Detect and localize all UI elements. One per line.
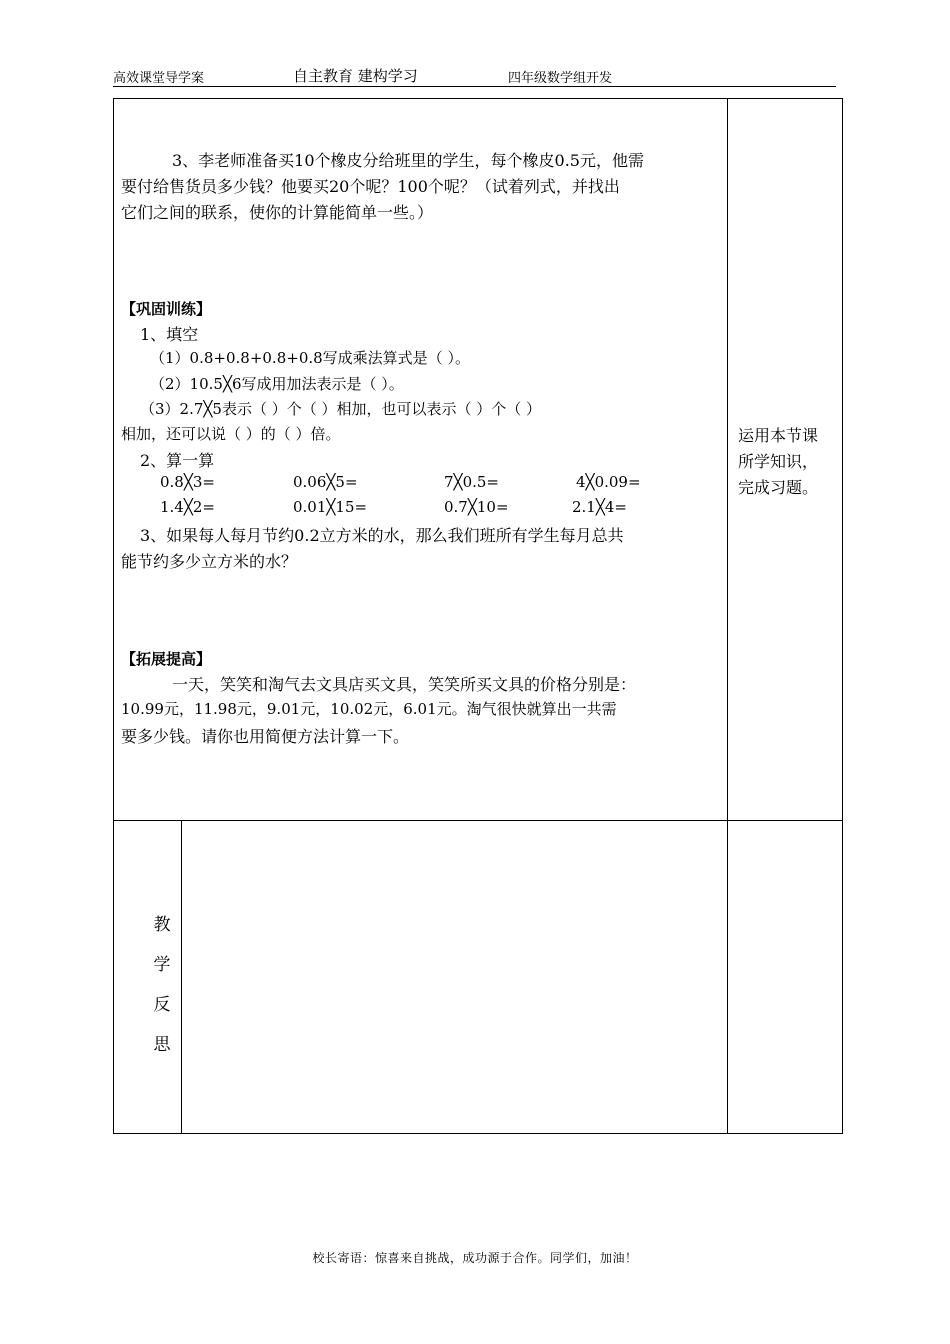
reflection-label-divider [181,820,182,1134]
calc-r1-c3: 7╳0.5= [444,473,499,491]
reflection-row-divider [113,820,843,821]
reflection-char-4: 思 [153,1035,171,1055]
header-left: 高效课堂导学案 [113,71,205,86]
extension-line3: 要多少钱。请你也用简便方法计算一下。 [121,727,410,746]
calc-r1-c4: 4╳0.09= [576,473,641,491]
calc-r2-c4: 2.1╳4= [572,498,627,516]
consolidation-title: 【巩固训练】 [121,300,212,318]
calc-title: 2、算一算 [140,451,215,470]
question3-line2: 能节约多少立方米的水？ [121,552,298,571]
problem3-line1: 3、李老师准备买10个橡皮分给班里的学生，每个橡皮0.5元，他需 [172,151,644,170]
side-note-line2: 所学知识， [738,452,819,471]
fill-title: 1、填空 [140,325,199,344]
calc-r2-c1: 1.4╳2= [160,498,215,516]
problem3-line3: 它们之间的联系，使你的计算能简单一些。） [121,203,434,222]
extension-line2: 10.99元，11.98元，9.01元，10.02元，6.01元。淘气很快就算出一共需 [121,700,617,718]
right-column-divider [727,98,728,1134]
problem3-line2: 要付给售货员多少钱？他要买20个呢？100个呢？（试着列式，并找出 [121,177,620,196]
fill-item-3b: 相加，还可以说（ ）的（ ）倍。 [121,425,341,443]
extension-line1: 一天，笑笑和淘气去文具店买文具，笑笑所买文具的价格分别是： [172,675,637,694]
fill-item-3a: （3）2.7╳5表示（ ）个（ ）相加，也可以表示（ ）个（ ） [140,400,542,418]
extension-title: 【拓展提高】 [121,650,212,668]
question3-line1: 3、如果每人每月节约0.2立方米的水，那么我们班所有学生每月总共 [140,526,624,545]
reflection-char-1: 教 [153,915,171,935]
worksheet-table [113,98,843,1134]
calc-r2-c2: 0.01╳15= [293,498,368,516]
fill-item-2: （2）10.5╳6写成用加法表示是（ ）。 [150,375,404,393]
header-middle: 自主教育 建构学习 [293,67,418,85]
fill-item-1: （1）0.8+0.8+0.8+0.8写成乘法算式是（ ）。 [150,349,470,367]
page-header [113,66,836,87]
reflection-char-2: 学 [153,955,171,975]
side-note [738,423,838,501]
side-note-line3: 完成习题。 [738,478,819,497]
calc-r1-c1: 0.8╳3= [160,473,215,491]
calc-r1-c2: 0.06╳5= [293,473,358,491]
calc-r2-c3: 0.7╳10= [444,498,509,516]
side-note-line1: 运用本节课 [738,426,819,445]
page-footer: 校长寄语：惊喜来自挑战，成功源于合作。同学们，加油！ [312,1251,638,1265]
header-right: 四年级数学组开发 [508,71,613,86]
reflection-char-3: 反 [153,995,171,1015]
